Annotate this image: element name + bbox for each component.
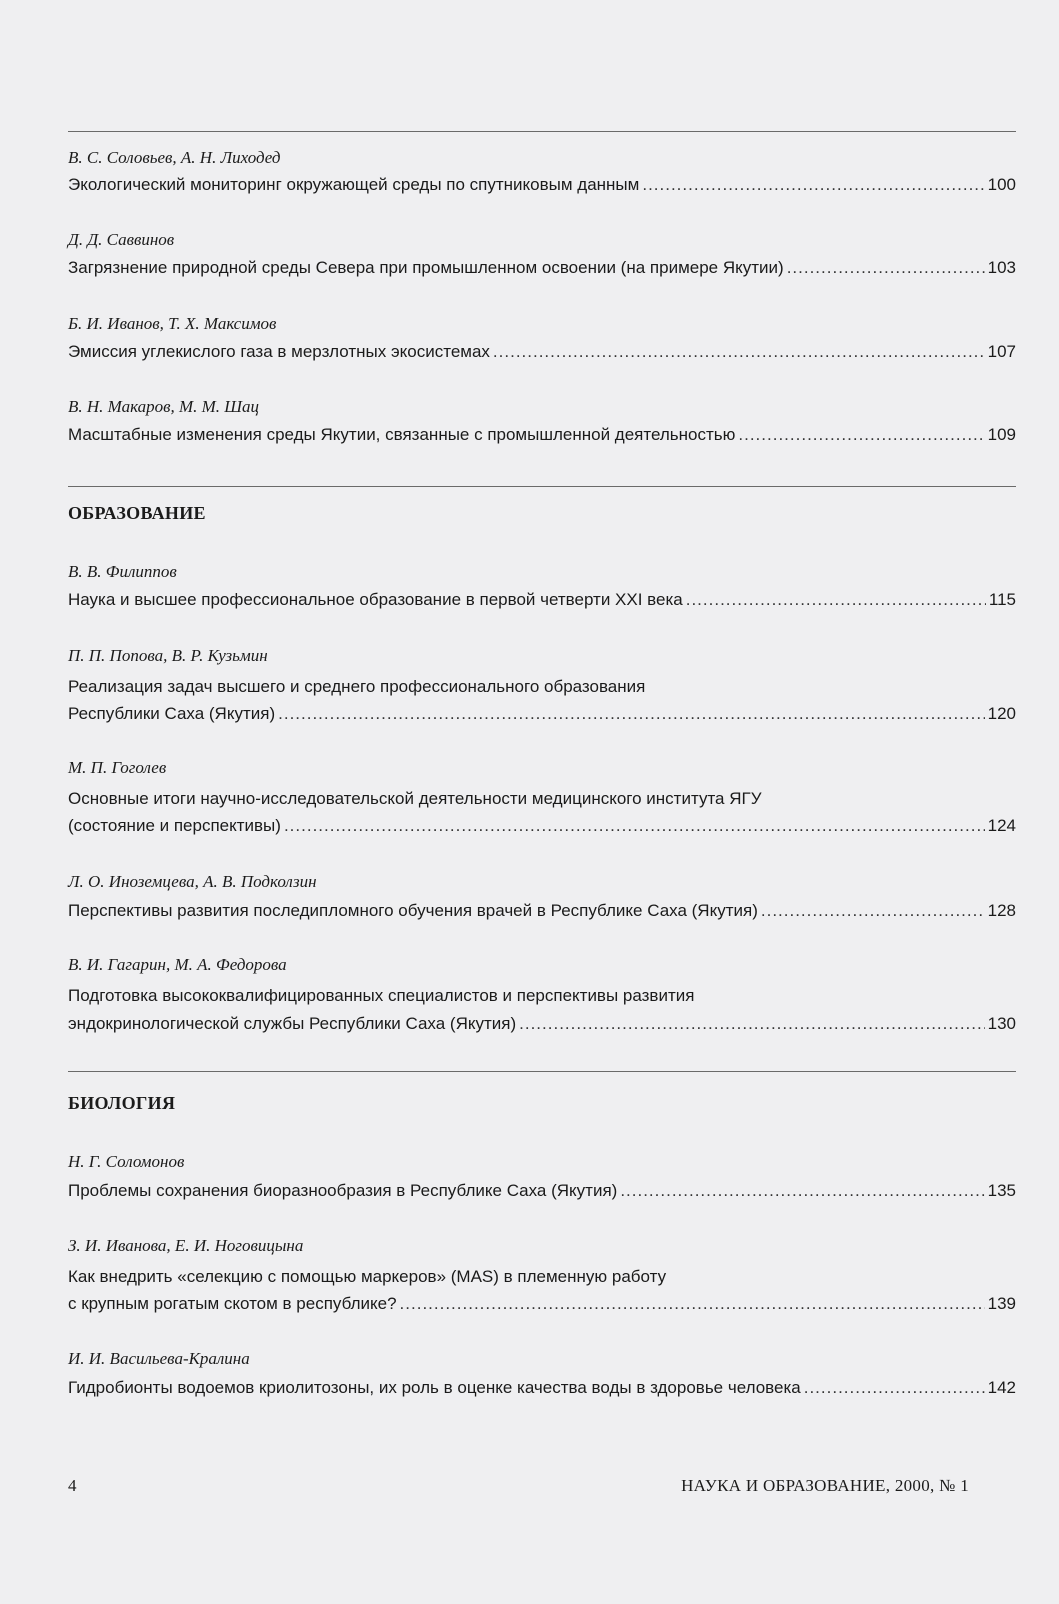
toc-entry[interactable] [68,1013,1016,1035]
entry-authors: Н. Г. Соломонов [68,1152,185,1171]
section-title: БИОЛОГИЯ [68,1093,176,1113]
entry-title: Подготовка высококвалифицированных специалистов и перспективы развития [68,986,695,1005]
dot-leader [686,589,986,611]
entry-title: (состояние и перспективы) [68,816,281,835]
toc-entry[interactable] [68,703,1016,725]
entry-title: Проблемы сохранения биоразнообразия в Республике Саха (Якутия) [68,1181,618,1200]
toc-entry[interactable] [68,1293,1016,1315]
entry-page: 124 [987,816,1016,835]
entry-title: эндокринологической службы Республики Саха (Якутия) [68,1014,517,1033]
entry-authors: Л. О. Иноземцева, А. В. Подколзин [68,872,317,891]
entry-authors: П. П. Попова, В. Р. Кузьмин [68,646,268,665]
toc-entry[interactable] [68,1377,1016,1399]
entry-title: Реализация задач высшего и среднего профессионального образования [68,677,646,696]
entry-page: 139 [987,1294,1016,1313]
entry-authors: З. И. Иванова, Е. И. Ноговицына [68,1236,304,1255]
section-rule [68,486,1016,487]
top-rule [68,131,1016,132]
dot-leader [284,815,985,837]
dot-leader [620,1180,984,1202]
entry-authors: Б. И. Иванов, Т. Х. Максимов [68,314,277,333]
entry-title: Как внедрить «селекцию с помощью маркеров» (MAS) в племенную работу [68,1267,667,1286]
entry-title: Перспективы развития последипломного обучения врачей в Республике Саха (Якутия) [68,901,758,920]
dot-leader [804,1377,985,1399]
entry-page: 103 [987,258,1016,277]
toc-entry[interactable] [68,341,1016,363]
entry-title: Гидробионты водоемов криолитозоны, их роль в оценке качества воды в здоровье человека [68,1378,801,1397]
entry-title: Экологический мониторинг окружающей среды по спутниковым данным [68,175,640,194]
entry-page: 109 [987,425,1016,444]
entry-page: 107 [987,342,1016,361]
toc-entry[interactable] [68,900,1016,922]
toc-entry[interactable] [68,589,1016,611]
dot-leader [493,341,985,363]
toc-entry[interactable] [68,257,1016,279]
entry-page: 115 [988,590,1016,609]
dot-leader [400,1293,985,1315]
toc-entry[interactable] [68,1180,1016,1202]
dot-leader [787,257,985,279]
entry-authors: В. С. Соловьев, А. Н. Лиходед [68,148,281,167]
toc-entry[interactable] [68,424,1016,446]
entry-page: 128 [987,901,1016,920]
entry-page: 100 [987,175,1016,194]
entry-authors: Д. Д. Саввинов [68,230,175,249]
entry-title: Основные итоги научно-исследовательской деятельности медицинского института ЯГУ [68,789,762,808]
section-rule [68,1071,1016,1072]
entry-title: Республики Саха (Якутия) [68,704,276,723]
entry-authors: И. И. Васильева-Кралина [68,1349,250,1368]
entry-authors: В. В. Филиппов [68,562,177,581]
section-title: ОБРАЗОВАНИЕ [68,503,206,523]
toc-entry[interactable] [68,174,1016,196]
entry-title: Масштабные изменения среды Якутии, связанные с промышленной деятельностью [68,425,736,444]
entry-title: Наука и высшее профессиональное образование в первой четверти XXI века [68,590,683,609]
entry-authors: В. И. Гагарин, М. А. Федорова [68,955,287,974]
toc-entry[interactable] [68,815,1016,837]
dot-leader [519,1013,984,1035]
journal-title: НАУКА И ОБРАЗОВАНИЕ, 2000, № 1 [681,1476,969,1495]
entry-authors: М. П. Гоголев [68,758,167,777]
entry-page: 142 [987,1378,1016,1397]
entry-title: Эмиссия углекислого газа в мерзлотных экосистемах [68,342,490,361]
entry-authors: В. Н. Макаров, М. М. Шац [68,397,260,416]
dot-leader [761,900,985,922]
entry-title: с крупным рогатым скотом в республике? [68,1294,397,1313]
dot-leader [642,174,984,196]
entry-page: 130 [987,1014,1016,1033]
dot-leader [738,424,984,446]
page-number: 4 [68,1476,77,1495]
entry-title: Загрязнение природной среды Севера при промышленном освоении (на примере Якутии) [68,258,784,277]
entry-page: 120 [987,704,1016,723]
dot-leader [278,703,985,725]
entry-page: 135 [987,1181,1016,1200]
